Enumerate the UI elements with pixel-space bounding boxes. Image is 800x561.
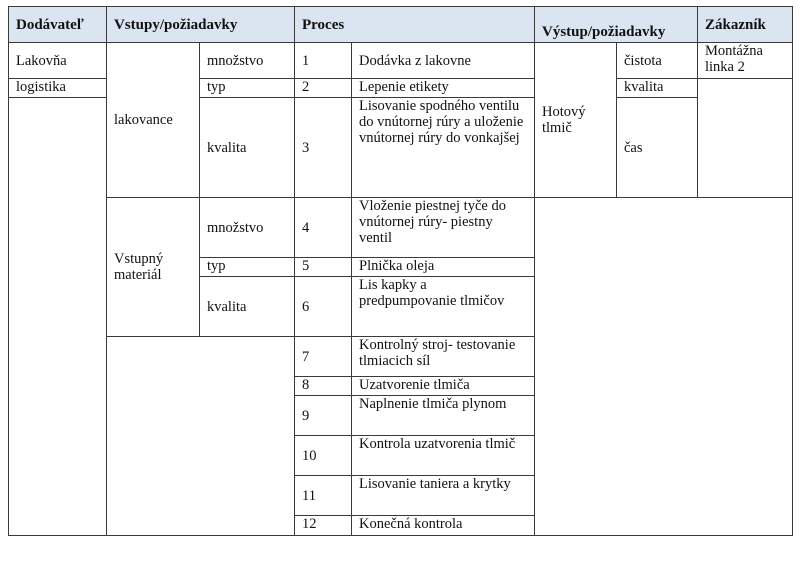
sipoc-table [8,6,793,536]
customer-cell: Montážna linka 2 [698,43,793,79]
process-name: Lisovanie spodného ventilu do vnútornej rúry a uloženie vnútornej rúry do vonkajšej [352,98,535,198]
process-name: Dodávka z lakovne [352,43,535,79]
output-requirement: čistota [617,43,698,79]
process-name: Plnička oleja [352,258,535,277]
header-outputs: Výstup/požiadavky [535,7,698,43]
process-name: Uzatvorenie tlmiča [352,377,535,396]
header-inputs: Vstupy/požiadavky [107,7,295,43]
customer-empty-cell [698,79,793,198]
output-requirement: čas [617,98,698,198]
process-name: Kontrola uzatvorenia tlmič [352,436,535,476]
input-requirement: kvalita [200,98,295,198]
process-name: Vloženie piestnej tyče do vnútornej rúry- piestny ventil [352,198,535,258]
process-number: 2 [295,79,352,98]
process-name: Naplnenie tlmiča plynom [352,396,535,436]
input-group-label: Vstupný materiál [107,198,200,337]
output-label: Hotový tlmič [535,43,617,198]
supplier-cell: logistika [9,79,107,98]
process-number: 12 [295,516,352,536]
input-requirement: množstvo [200,43,295,79]
input-group-label: lakovance [107,43,200,198]
header-row [9,7,793,43]
input-requirement: kvalita [200,277,295,337]
empty-area [535,198,793,536]
process-number: 10 [295,436,352,476]
input-empty-cell [107,337,295,536]
process-name: Kontrolný stroj- testovanie tlmiacich síl [352,337,535,377]
process-number: 9 [295,396,352,436]
process-name: Konečná kontrola [352,516,535,536]
process-number: 5 [295,258,352,277]
input-requirement: typ [200,258,295,277]
header-supplier: Dodávateľ [9,7,107,43]
output-requirement: kvalita [617,79,698,98]
process-number: 7 [295,337,352,377]
header-process: Proces [295,7,535,43]
header-customer: Zákazník [698,7,793,43]
supplier-empty-cell [9,98,107,536]
supplier-cell: Lakovňa [9,43,107,79]
process-name: Lisovanie taniera a krytky [352,476,535,516]
process-name: Lepenie etikety [352,79,535,98]
input-requirement: množstvo [200,198,295,258]
process-name: Lis kapky a predpumpovanie tlmičov [352,277,535,337]
table-row [9,198,793,258]
process-number: 11 [295,476,352,516]
process-number: 1 [295,43,352,79]
input-requirement: typ [200,79,295,98]
process-number: 4 [295,198,352,258]
process-number: 3 [295,98,352,198]
process-number: 6 [295,277,352,337]
table-row [9,43,793,79]
process-number: 8 [295,377,352,396]
